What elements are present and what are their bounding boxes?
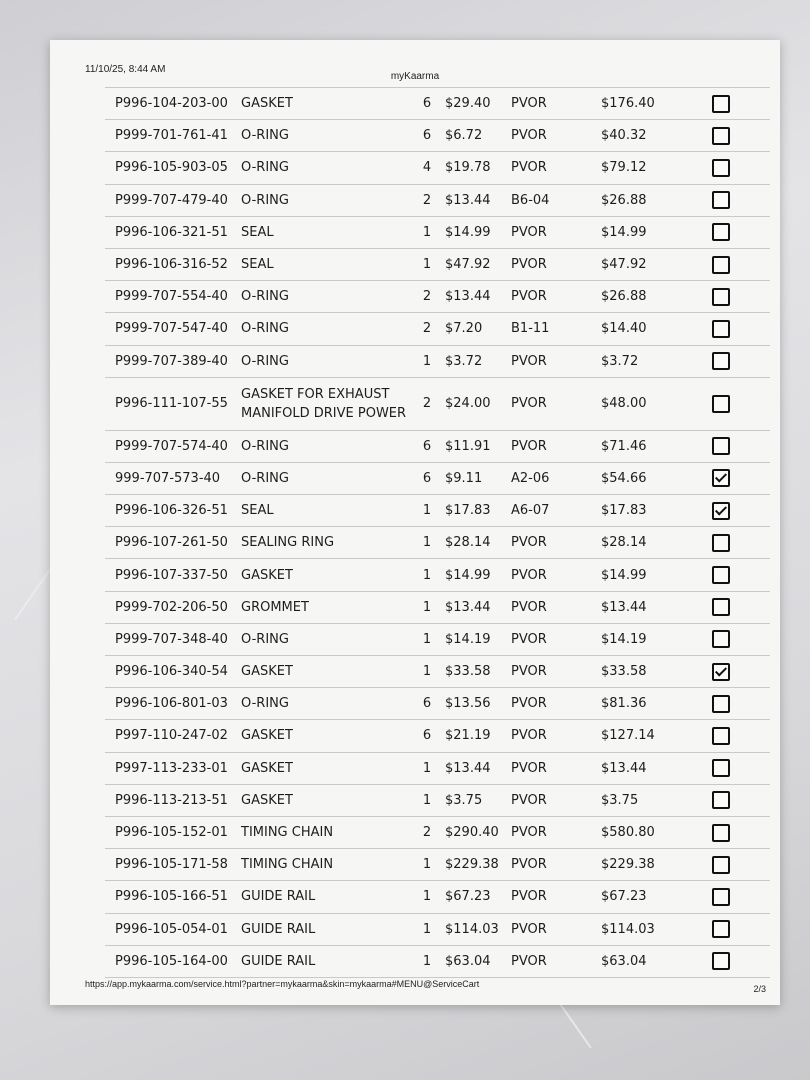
bin-location: PVOR <box>511 696 547 712</box>
line-total: $127.14 <box>601 728 655 744</box>
bin-location: B6-04 <box>511 192 550 208</box>
part-description: GASKET <box>241 728 293 744</box>
part-description: GASKET <box>241 760 293 776</box>
checkbox-cell <box>691 395 751 413</box>
quantity: 1 <box>422 792 432 808</box>
bin-location: PVOR <box>511 857 547 873</box>
table-row <box>105 753 770 785</box>
picked-checkbox[interactable] <box>712 727 730 745</box>
line-total: $580.80 <box>601 825 655 841</box>
part-number: P996-105-171-58 <box>115 857 228 873</box>
unit-price: $6.72 <box>445 128 483 144</box>
unit-price: $17.83 <box>445 503 491 519</box>
bin-location: PVOR <box>511 224 547 240</box>
quantity: 6 <box>422 696 432 712</box>
bin-location: PVOR <box>511 825 547 841</box>
part-description: GUIDE RAIL <box>241 953 316 969</box>
part-number: P997-113-233-01 <box>115 760 228 776</box>
bin-location: PVOR <box>511 760 547 776</box>
unit-price: $28.14 <box>445 535 491 551</box>
checkbox-cell <box>691 469 751 487</box>
part-number: P996-111-107-55 <box>115 396 228 412</box>
part-description: O-RING <box>241 289 289 305</box>
line-total: $14.40 <box>601 321 647 337</box>
unit-price: $19.78 <box>445 160 491 176</box>
bin-location: PVOR <box>511 96 547 112</box>
part-description: SEAL <box>241 503 274 519</box>
table-row <box>105 624 770 656</box>
quantity: 1 <box>422 889 432 905</box>
part-description: GUIDE RAIL <box>241 889 316 905</box>
picked-checkbox[interactable] <box>712 320 730 338</box>
checkbox-cell <box>691 695 751 713</box>
quantity: 1 <box>422 664 432 680</box>
picked-checkbox[interactable] <box>712 223 730 241</box>
line-total: $229.38 <box>601 857 655 873</box>
checkbox-cell <box>691 95 751 113</box>
part-description: O-RING <box>241 696 289 712</box>
unit-price: $33.58 <box>445 664 491 680</box>
part-number: P999-702-206-50 <box>115 599 228 615</box>
part-description: SEAL <box>241 257 274 273</box>
part-description: TIMING CHAIN <box>241 857 334 873</box>
part-number: P996-104-203-00 <box>115 96 228 112</box>
part-number: P996-106-340-54 <box>115 664 228 680</box>
part-number: P996-105-166-51 <box>115 889 228 905</box>
part-number: P997-110-247-02 <box>115 728 228 744</box>
quantity: 1 <box>422 567 432 583</box>
part-number: P996-106-321-51 <box>115 224 228 240</box>
table-row <box>105 249 770 281</box>
table-row <box>105 495 770 527</box>
part-description: O-RING <box>241 160 289 176</box>
table-row <box>105 914 770 946</box>
picked-checkbox[interactable] <box>712 288 730 306</box>
table-row <box>105 946 770 978</box>
part-description: GASKET <box>241 567 293 583</box>
quantity: 4 <box>422 160 432 176</box>
picked-checkbox[interactable] <box>712 502 730 520</box>
unit-price: $3.75 <box>445 792 483 808</box>
line-total: $33.58 <box>601 664 647 680</box>
part-number: P996-106-801-03 <box>115 696 228 712</box>
printed-page <box>50 40 780 1005</box>
picked-checkbox[interactable] <box>712 191 730 209</box>
bin-location: PVOR <box>511 160 547 176</box>
checkbox-cell <box>691 598 751 616</box>
part-description: SEALING RING <box>241 535 335 551</box>
quantity: 1 <box>422 503 432 519</box>
unit-price: $21.19 <box>445 728 491 744</box>
table-row <box>105 431 770 463</box>
picked-checkbox[interactable] <box>712 437 730 455</box>
table-row <box>105 217 770 249</box>
checkbox-cell <box>691 320 751 338</box>
line-total: $79.12 <box>601 160 647 176</box>
quantity: 1 <box>422 631 432 647</box>
quantity: 6 <box>422 128 432 144</box>
table-row <box>105 281 770 313</box>
unit-price: $14.99 <box>445 567 491 583</box>
quantity: 1 <box>422 953 432 969</box>
line-total: $48.00 <box>601 396 647 412</box>
table-row <box>105 527 770 559</box>
unit-price: $13.44 <box>445 192 491 208</box>
line-total: $26.88 <box>601 289 647 305</box>
bin-location: PVOR <box>511 728 547 744</box>
checkbox-cell <box>691 534 751 552</box>
part-description: O-RING <box>241 631 289 647</box>
checkbox-cell <box>691 159 751 177</box>
bin-location: PVOR <box>511 792 547 808</box>
checkbox-cell <box>691 727 751 745</box>
quantity: 2 <box>422 321 432 337</box>
quantity: 1 <box>422 353 432 369</box>
bin-location: PVOR <box>511 289 547 305</box>
part-description: O-RING <box>241 192 289 208</box>
checkbox-cell <box>691 352 751 370</box>
table-row <box>105 120 770 152</box>
unit-price: $114.03 <box>445 921 499 937</box>
line-total: $63.04 <box>601 953 647 969</box>
checkbox-cell <box>691 288 751 306</box>
quantity: 1 <box>422 921 432 937</box>
bin-location: PVOR <box>511 257 547 273</box>
part-number: 999-707-573-40 <box>115 470 221 486</box>
line-total: $14.99 <box>601 224 647 240</box>
picked-checkbox[interactable] <box>712 256 730 274</box>
line-total: $26.88 <box>601 192 647 208</box>
bin-location: A6-07 <box>511 503 550 519</box>
part-description: O-RING <box>241 353 289 369</box>
picked-checkbox[interactable] <box>712 630 730 648</box>
checkbox-cell <box>691 256 751 274</box>
unit-price: $63.04 <box>445 953 491 969</box>
part-number: P996-105-054-01 <box>115 921 228 937</box>
line-total: $47.92 <box>601 257 647 273</box>
part-description: O-RING <box>241 128 289 144</box>
part-description: SEAL <box>241 224 274 240</box>
bin-location: PVOR <box>511 438 547 454</box>
unit-price: $13.44 <box>445 760 491 776</box>
line-total: $176.40 <box>601 96 655 112</box>
bin-location: PVOR <box>511 953 547 969</box>
bin-location: PVOR <box>511 599 547 615</box>
part-number: P999-707-389-40 <box>115 353 228 369</box>
part-number: P999-701-761-41 <box>115 128 228 144</box>
line-total: $28.14 <box>601 535 647 551</box>
line-total: $14.19 <box>601 631 647 647</box>
unit-price: $13.56 <box>445 696 491 712</box>
line-total: $3.75 <box>601 792 639 808</box>
quantity: 6 <box>422 438 432 454</box>
table-row <box>105 185 770 217</box>
unit-price: $13.44 <box>445 599 491 615</box>
part-number: P996-107-261-50 <box>115 535 228 551</box>
quantity: 2 <box>422 825 432 841</box>
checkbox-cell <box>691 502 751 520</box>
checkbox-cell <box>691 759 751 777</box>
bin-location: PVOR <box>511 353 547 369</box>
table-row <box>105 559 770 591</box>
checkbox-cell <box>691 127 751 145</box>
quantity: 1 <box>422 857 432 873</box>
checkbox-cell <box>691 952 751 970</box>
picked-checkbox[interactable] <box>712 95 730 113</box>
checkbox-cell <box>691 791 751 809</box>
line-total: $17.83 <box>601 503 647 519</box>
table-row <box>105 378 770 431</box>
part-number: P996-113-213-51 <box>115 792 228 808</box>
checkbox-cell <box>691 437 751 455</box>
unit-price: $9.11 <box>445 470 483 486</box>
quantity: 1 <box>422 760 432 776</box>
part-number: P996-105-903-05 <box>115 160 228 176</box>
picked-checkbox[interactable] <box>712 759 730 777</box>
part-number: P996-106-316-52 <box>115 257 228 273</box>
table-row <box>105 592 770 624</box>
picked-checkbox[interactable] <box>712 695 730 713</box>
part-number: P996-105-152-01 <box>115 825 228 841</box>
checkbox-cell <box>691 191 751 209</box>
bin-location: PVOR <box>511 567 547 583</box>
bin-location: PVOR <box>511 921 547 937</box>
table-row <box>105 881 770 913</box>
picked-checkbox[interactable] <box>712 952 730 970</box>
table-row <box>105 849 770 881</box>
unit-price: $14.19 <box>445 631 491 647</box>
checkbox-cell <box>691 223 751 241</box>
line-total: $54.66 <box>601 470 647 486</box>
part-number: P996-105-164-00 <box>115 953 228 969</box>
part-number: P996-107-337-50 <box>115 567 228 583</box>
part-number: P999-707-348-40 <box>115 631 228 647</box>
part-description: GASKET <box>241 792 293 808</box>
table-row <box>105 656 770 688</box>
line-total: $40.32 <box>601 128 647 144</box>
bin-location: B1-11 <box>511 321 550 337</box>
unit-price: $3.72 <box>445 353 483 369</box>
picked-checkbox[interactable] <box>712 127 730 145</box>
line-total: $13.44 <box>601 760 647 776</box>
line-total: $71.46 <box>601 438 647 454</box>
picked-checkbox[interactable] <box>712 791 730 809</box>
line-total: $14.99 <box>601 567 647 583</box>
quantity: 6 <box>422 96 432 112</box>
part-number: P999-707-479-40 <box>115 192 228 208</box>
unit-price: $11.91 <box>445 438 491 454</box>
part-number: P999-707-547-40 <box>115 321 228 337</box>
quantity: 1 <box>422 257 432 273</box>
picked-checkbox[interactable] <box>712 469 730 487</box>
table-row <box>105 463 770 495</box>
unit-price: $14.99 <box>445 224 491 240</box>
unit-price: $290.40 <box>445 825 499 841</box>
bin-location: PVOR <box>511 396 547 412</box>
table-row <box>105 87 770 120</box>
quantity: 2 <box>422 396 432 412</box>
part-number: P999-707-574-40 <box>115 438 228 454</box>
print-timestamp: 11/10/25, 8:44 AM <box>85 64 166 75</box>
part-description: GASKET FOR EXHAUST MANIFOLD DRIVE POWER <box>241 386 407 421</box>
checkbox-cell <box>691 630 751 648</box>
table-row <box>105 346 770 378</box>
quantity: 1 <box>422 535 432 551</box>
unit-price: $29.40 <box>445 96 491 112</box>
bin-location: PVOR <box>511 664 547 680</box>
unit-price: $47.92 <box>445 257 491 273</box>
picked-checkbox[interactable] <box>712 920 730 938</box>
part-description: O-RING <box>241 438 289 454</box>
table-row <box>105 313 770 345</box>
site-title: myKaarma <box>390 71 440 82</box>
checkbox-cell <box>691 824 751 842</box>
part-description: GASKET <box>241 96 293 112</box>
table-row <box>105 785 770 817</box>
table-row <box>105 688 770 720</box>
line-total: $13.44 <box>601 599 647 615</box>
parts-table <box>105 87 770 978</box>
picked-checkbox[interactable] <box>712 598 730 616</box>
picked-checkbox[interactable] <box>712 566 730 584</box>
footer-url: https://app.mykaarma.com/service.html?partner=mykaarma&skin=mykaarma#MENU@ServiceCart <box>85 979 480 989</box>
part-description: O-RING <box>241 321 289 337</box>
quantity: 1 <box>422 224 432 240</box>
unit-price: $7.20 <box>445 321 483 337</box>
unit-price: $229.38 <box>445 857 499 873</box>
part-description: O-RING <box>241 470 289 486</box>
unit-price: $67.23 <box>445 889 491 905</box>
picked-checkbox[interactable] <box>712 824 730 842</box>
part-description: GUIDE RAIL <box>241 921 316 937</box>
quantity: 1 <box>422 599 432 615</box>
bin-location: PVOR <box>511 535 547 551</box>
quantity: 6 <box>422 470 432 486</box>
quantity: 2 <box>422 289 432 305</box>
picked-checkbox[interactable] <box>712 395 730 413</box>
quantity: 6 <box>422 728 432 744</box>
picked-checkbox[interactable] <box>712 663 730 681</box>
line-total: $3.72 <box>601 353 639 369</box>
table-row <box>105 152 770 184</box>
table-row <box>105 720 770 752</box>
picked-checkbox[interactable] <box>712 352 730 370</box>
quantity: 2 <box>422 192 432 208</box>
part-description: GROMMET <box>241 599 309 615</box>
page-number: 2/3 <box>753 984 766 994</box>
line-total: $81.36 <box>601 696 647 712</box>
picked-checkbox[interactable] <box>712 534 730 552</box>
picked-checkbox[interactable] <box>712 159 730 177</box>
picked-checkbox[interactable] <box>712 856 730 874</box>
part-description: TIMING CHAIN <box>241 825 334 841</box>
bin-location: PVOR <box>511 128 547 144</box>
part-number: P996-106-326-51 <box>115 503 228 519</box>
unit-price: $24.00 <box>445 396 491 412</box>
line-total: $114.03 <box>601 921 655 937</box>
checkbox-cell <box>691 566 751 584</box>
picked-checkbox[interactable] <box>712 888 730 906</box>
table-row <box>105 817 770 849</box>
checkbox-cell <box>691 888 751 906</box>
part-description: GASKET <box>241 664 293 680</box>
bin-location: PVOR <box>511 889 547 905</box>
line-total: $67.23 <box>601 889 647 905</box>
unit-price: $13.44 <box>445 289 491 305</box>
part-number: P999-707-554-40 <box>115 289 228 305</box>
checkbox-cell <box>691 663 751 681</box>
bin-location: PVOR <box>511 631 547 647</box>
checkbox-cell <box>691 856 751 874</box>
checkbox-cell <box>691 920 751 938</box>
bin-location: A2-06 <box>511 470 550 486</box>
